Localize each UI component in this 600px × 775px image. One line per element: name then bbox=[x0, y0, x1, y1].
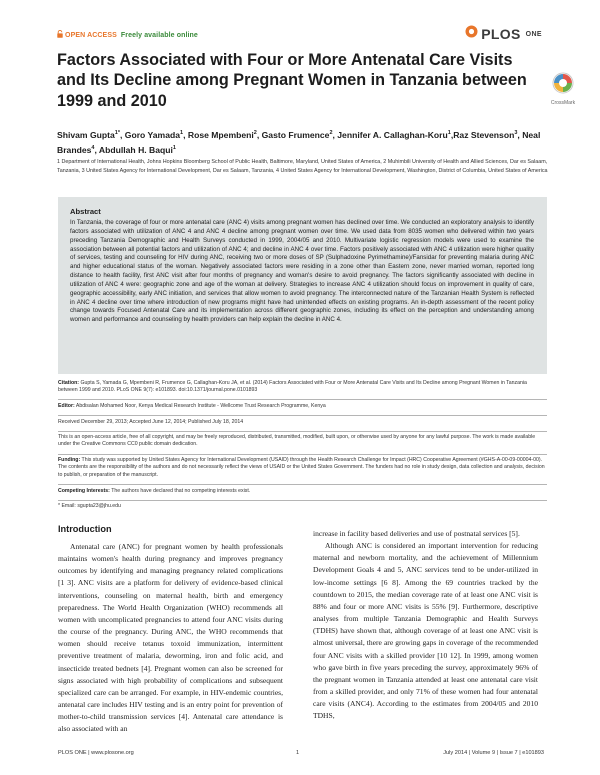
section-heading: Introduction bbox=[58, 524, 112, 534]
email-block[interactable] bbox=[58, 503, 547, 510]
author-name: Raz Stevenson bbox=[453, 129, 515, 140]
divider bbox=[58, 484, 547, 485]
divider bbox=[58, 431, 547, 432]
author-affiliation-marker: 1 bbox=[447, 130, 451, 136]
citation-block bbox=[58, 380, 547, 395]
author-name: Jennifer A. Callaghan-Koru bbox=[337, 129, 448, 140]
abstract-text: In Tanzania, the coverage of four or more antenatal care (ANC 4) visits among pregnant women has declined over time. We conducted an exploratory analysis to identify factors associated with utilization of ANC 4 and ANC 4 decline among pregnant women over time. We used data from 8035 women who delivered within two years preceding Tanzania Demographic and Health Surveys conducted in 1999, 2004/05 and 2010. Multivariate logistic regression models were used to examine the association between all potential factors and utilization of ANC 4; and decline in ANC 4 over time. Factors positively associated with ANC 4 utilization were higher quality of services, testing and counseling for HIV during ANC, receiving two or more doses of SP (Sulphadoxine Pyrimethamine)/Fansidar for preventing malaria during ANC and higher educational status of the woman. Negatively associated factors were residing in a zone other than Eastern zone, never married woman, reported long distance to health facility, first ANC visit after four months of pregnancy and woman's desire to avoid pregnancy. The factors significantly associated with decline in utilization of ANC 4 were: geographic zone and age of the woman at delivery. Strategies to increase ANC 4 utilization should focus on improvement in quality of care, geographic accessibility, early ANC initiation, and services that allow women to avoid pregnancy. The interconnected nature of the Tanzanian Health System is reflected in ANC 4 decline over time where introduction of new programs might have had unintended effects on existing programs. An in-depth assessment of the recent policy change towards Focused Antenatal Care and its implementation across different geographic zones, including its effect on the perception and understanding among women and performance and counseling by health providers can help explain the decline in ANC 4. bbox=[70, 219, 534, 324]
right-column bbox=[313, 528, 538, 723]
author-affiliation-marker: 1 bbox=[180, 130, 184, 136]
funding-text: This study was supported by United States Agency for International Development (USAID) through the Health Research Challenge for Impact (HRC) Cooperative Agreement (#GHS-A-00-09-00004-00). The contents are the responsibility of the authors and do not necessarily reflect the views of USAID or the United States Government. The funders had no role in study design, data collection and analysis, decision to publish, or preparation of the manuscript. bbox=[58, 457, 545, 478]
page-number: 1 bbox=[296, 750, 300, 756]
abstract-box bbox=[58, 197, 547, 374]
left-column bbox=[58, 541, 283, 736]
divider bbox=[58, 415, 547, 416]
author-list: Shivam Gupta$^{1*}$, Goro Yamada$^1$, Rose Mpembeni$^2$, Gasto Frumence$^2$, Jennifer A. Callaghan-Koru$^1$,Raz Stevenson$^3$, Neal Brandes$^4$, Abdullah H. Baqui$^1$ bbox=[57, 129, 541, 156]
open-lock-icon bbox=[57, 30, 63, 40]
divider bbox=[58, 500, 547, 501]
intro-paragraph: Although ANC is considered an important intervention for reducing maternal and newborn mortality, and the achievement of Millennium Development Goals 4 and 5, ANC services tend to be under-utilized in low-income settings [6 8]. Among the 69 countries tracked by the countdown to 2015, the median coverage rate of at least one ANC visit is 88% and four or more ANC visits is 55% [9]. Furthermore, descriptive analyses from multiple Tanzania Demographic and Health Surveys (TDHS) have shown that, although coverage of at least one ANC visit is almost universal, there are growing gaps in coverage of the recommended four ANC visits with a skilled provider [10 12]. In 1999, among women who gave birth in five years preceding the survey, approximately 96% of the pregnant women in Tanzania attended at least one antenatal care visit from a skilled provider, and only 71% of these women had four antenatal care visits (ANC4). According to the estimates from 2004/05 and 2010 TDHS, bbox=[313, 541, 538, 721]
author-name: Goro Yamada bbox=[124, 129, 181, 140]
intro-paragraph-continued: increase in facility based deliveries and use of postnatal services [5]. bbox=[313, 529, 520, 538]
affiliations: 1 Department of International Health, Johns Hopkins Bloomberg School of Public Health, Baltimore, Maryland, United States of America, 2 Muhimbili University of Health and Allied Sciences, Dar es Salaam, Tanzania, 3 United States Agency for International Development, Dar es Salaam, Tanzania, 4 United States Agency for International Development, Washington, District of Columbia, United States of America bbox=[57, 159, 548, 174]
author-name: Abdullah H. Baqui bbox=[98, 145, 173, 156]
author-affiliation-marker: 2 bbox=[253, 130, 257, 136]
crossmark-icon bbox=[552, 72, 574, 94]
author-name: Shivam Gupta bbox=[57, 129, 115, 140]
access-label: ACCESS bbox=[87, 31, 117, 39]
open-access-banner[interactable] bbox=[57, 30, 198, 40]
competing-block bbox=[58, 488, 547, 495]
funding-label: Funding: bbox=[58, 457, 81, 463]
dates-text: Received December 29, 2013; Accepted June 12, 2014; Published July 18, 2014 bbox=[58, 419, 244, 425]
divider bbox=[58, 399, 547, 400]
crossmark-label: CrossMark bbox=[550, 100, 576, 106]
author-affiliation-marker: 4 bbox=[91, 145, 95, 152]
citation-label: Citation: bbox=[58, 380, 80, 386]
author-affiliation-marker: 3 bbox=[514, 130, 518, 136]
dates-block bbox=[58, 419, 547, 426]
editor-label: Editor: bbox=[58, 403, 75, 409]
author-affiliation-marker: 2 bbox=[329, 130, 333, 136]
abstract-heading: Abstract bbox=[70, 207, 101, 216]
article-title: Factors Associated with Four or More Antenatal Care Visits and Its Decline among Pregnant Women in Tanzania between 1999 and 2010 bbox=[57, 51, 527, 110]
competing-text: The authors have declared that no competing interests exist. bbox=[111, 488, 251, 494]
divider bbox=[58, 454, 547, 455]
crossmark-badge[interactable] bbox=[543, 72, 583, 106]
email-text[interactable]: * Email: sgupta23@jhu.edu bbox=[58, 503, 121, 509]
funding-block bbox=[58, 457, 547, 479]
author-affiliation-marker: 1* bbox=[114, 130, 120, 136]
footer-journal[interactable]: PLOS ONE | www.plosone.org bbox=[58, 750, 134, 756]
copyright-block bbox=[58, 434, 547, 449]
competing-label: Competing Interests: bbox=[58, 488, 110, 494]
freely-available-label: Freely available online bbox=[120, 31, 198, 39]
footer-issue: July 2014 | Volume 9 | Issue 7 | e101893 bbox=[443, 750, 544, 756]
plos-mark-icon bbox=[465, 25, 478, 43]
citation-text: Gupta S, Yamada G, Mpembeni R, Frumence G, Callaghan-Koru JA, et al. (2014) Factors Associated with Four or More Antenatal Care Visits and Its Decline among Pregnant Women in Tanzania between 1999 and 2010. PLoS ONE 9(7): e101893. doi:10.1371/journal.pone.0101893 bbox=[58, 380, 527, 394]
author-name: Neal Brandes bbox=[57, 129, 541, 156]
journal-name: PLOS bbox=[481, 26, 521, 42]
journal-logo[interactable] bbox=[465, 25, 542, 43]
author-name: Rose Mpembeni bbox=[187, 129, 254, 140]
editor-text: Abdisalan Mohamed Noor, Kenya Medical Research Institute - Wellcome Trust Research Programme, Kenya bbox=[75, 403, 326, 409]
journal-sub: ONE bbox=[525, 30, 542, 38]
author-name: Gasto Frumence bbox=[261, 129, 330, 140]
intro-paragraph: Antenatal care (ANC) for pregnant women by health professionals maintains women's health during pregnancy and improves pregnancy outcomes by identifying and managing pregnancy related complications [1 3]. ANC visits are a platform for delivery of evidence-based clinical interventions, counseling on maternal health, birth and emergency preparedness. The World Health Organization (WHO) recommends all women with uncomplicated pregnancies to attend four ANC visits during the course of the pregnancy. During ANC, the WHO recommends that women should receive tetanus toxoid immunization, intermittent preventive treatment of malaria, deworming, iron and folic acid, and insecticide treated bednets [4]. Pregnant women can also be screened for signs associated with high probability of complications and subsequent specialized care can be arranged. For example, in HIV-endemic countries, antenatal care includes HIV testing and is an entry point for prevention of mother-to-child transmission services [4]. Antenatal care attendance is also associated with an bbox=[58, 542, 283, 734]
editor-block bbox=[58, 403, 547, 410]
copyright-text: This is an open-access article, free of all copyright, and may be freely reproduced, distributed, transmitted, modified, built upon, or otherwise used by anyone for any lawful purpose. The work is made available under the Creative Commons CC0 public domain dedication. bbox=[58, 434, 536, 448]
author-affiliation-marker: 1 bbox=[172, 145, 176, 152]
open-label: OPEN bbox=[65, 31, 86, 39]
